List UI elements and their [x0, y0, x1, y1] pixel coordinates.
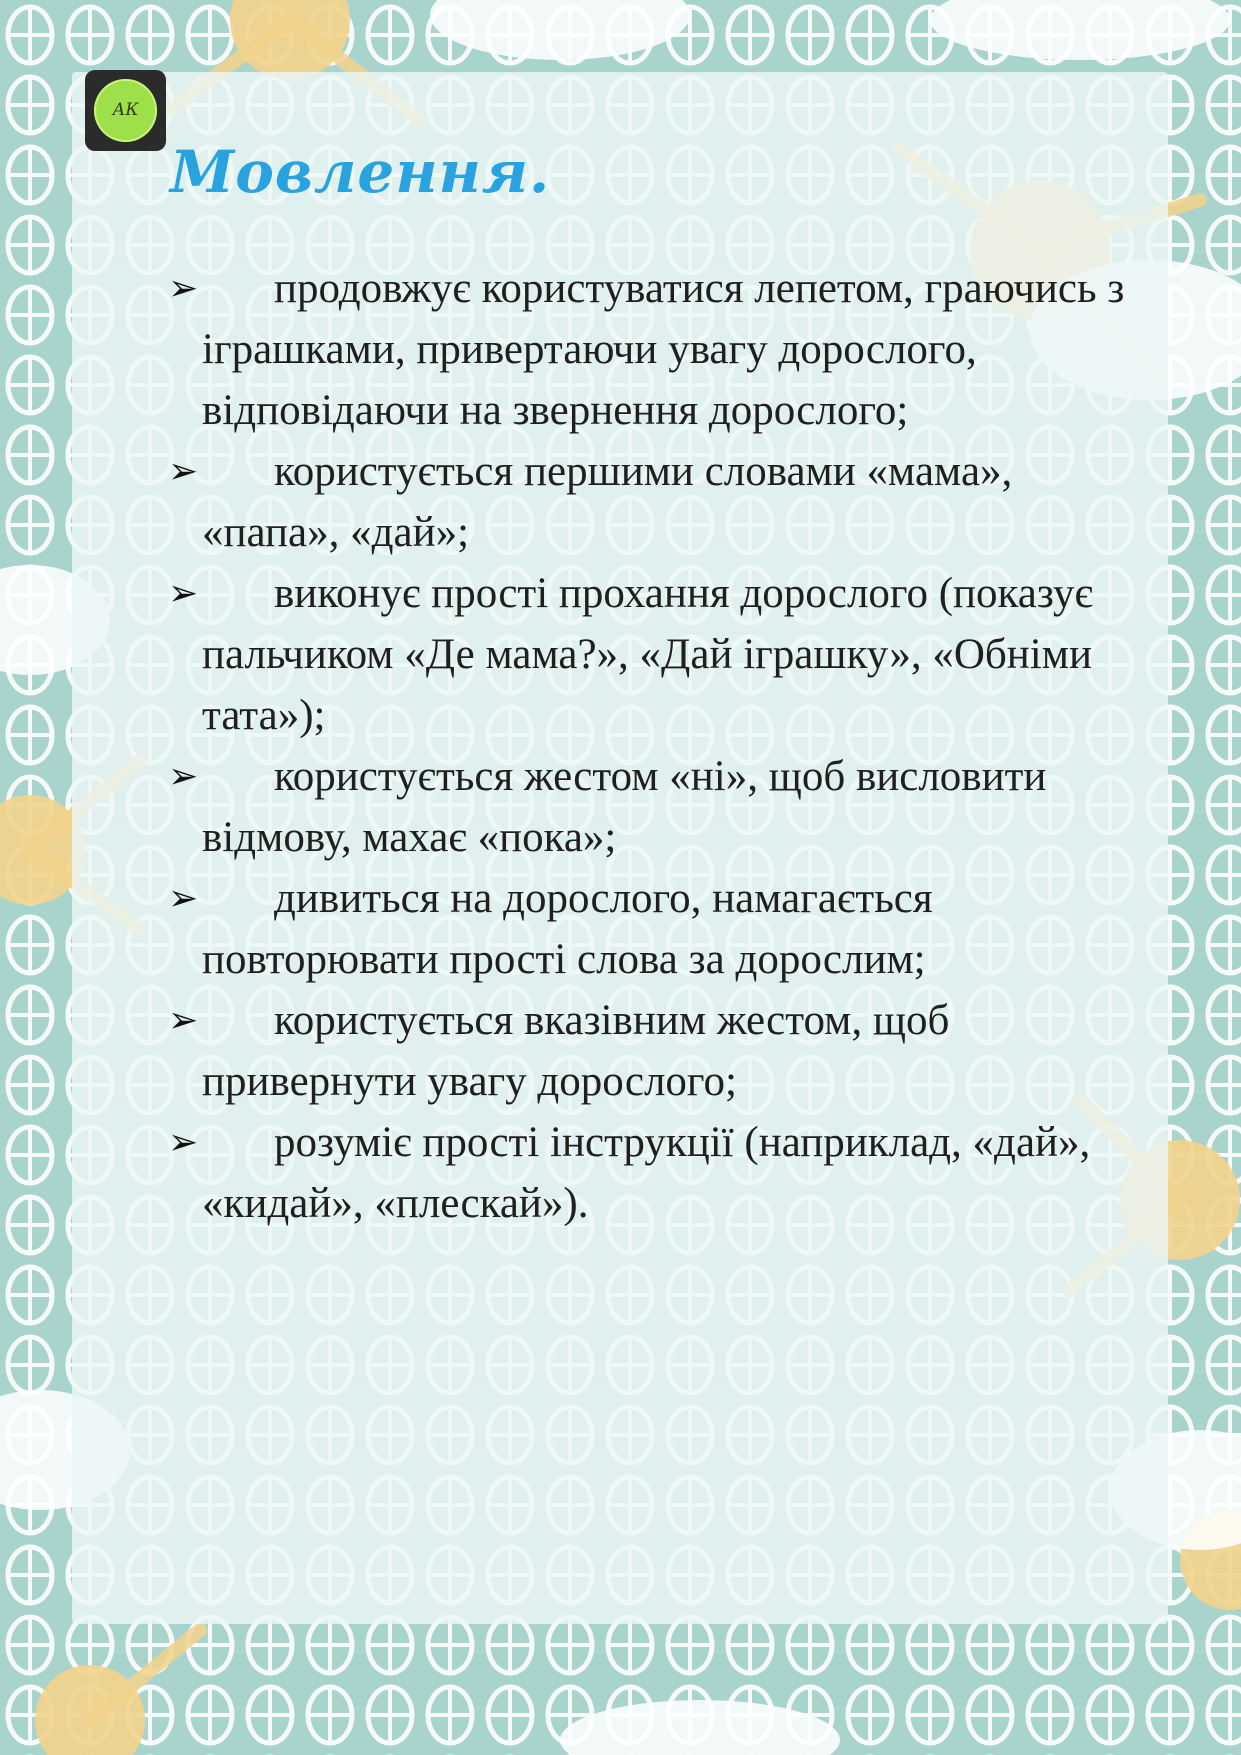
skills-list	[150, 258, 1140, 1234]
list-item-text: користується першими словами «мама», «папа», «дай»;	[202, 448, 1013, 556]
arrowhead-bullet-icon: ➢	[168, 1000, 199, 1040]
arrowhead-bullet-icon: ➢	[168, 268, 199, 308]
list-item	[150, 990, 1140, 1112]
list-item	[150, 746, 1140, 868]
list-item	[150, 1112, 1140, 1234]
arrowhead-bullet-icon: ➢	[168, 878, 199, 918]
logo	[85, 70, 166, 151]
list-item-text: розуміє прості інструкції (наприклад, «дай», «кидай», «плескай»).	[202, 1119, 1091, 1227]
logo-circle-icon	[94, 79, 157, 142]
list-item	[150, 258, 1140, 441]
arrowhead-bullet-icon: ➢	[168, 1122, 199, 1162]
list-item-text: користується жестом «ні», щоб висловити відмову, махає «пока»;	[202, 753, 1047, 861]
logo-monogram: АК	[112, 100, 139, 120]
list-item	[150, 441, 1140, 563]
list-item-text: продовжує користуватися лепетом, граючись з іграшками, привертаючи увагу дорослого, відповідаючи на звернення дорослого;	[202, 265, 1125, 434]
list-item	[150, 563, 1140, 746]
list-item-text: дивиться на дорослого, намагається повторювати прості слова за дорослим;	[202, 875, 933, 983]
arrowhead-bullet-icon: ➢	[168, 756, 199, 796]
list-item	[150, 868, 1140, 990]
list-item-text: виконує прості прохання дорослого (показує пальчиком «Де мама?», «Дай іграшку», «Обніми тата»);	[202, 570, 1093, 739]
arrowhead-bullet-icon: ➢	[168, 573, 199, 613]
list-item-text: користується вказівним жестом, щоб привернути увагу дорослого;	[202, 997, 950, 1105]
arrowhead-bullet-icon: ➢	[168, 451, 199, 491]
page-title: Мовлення.	[170, 138, 551, 206]
